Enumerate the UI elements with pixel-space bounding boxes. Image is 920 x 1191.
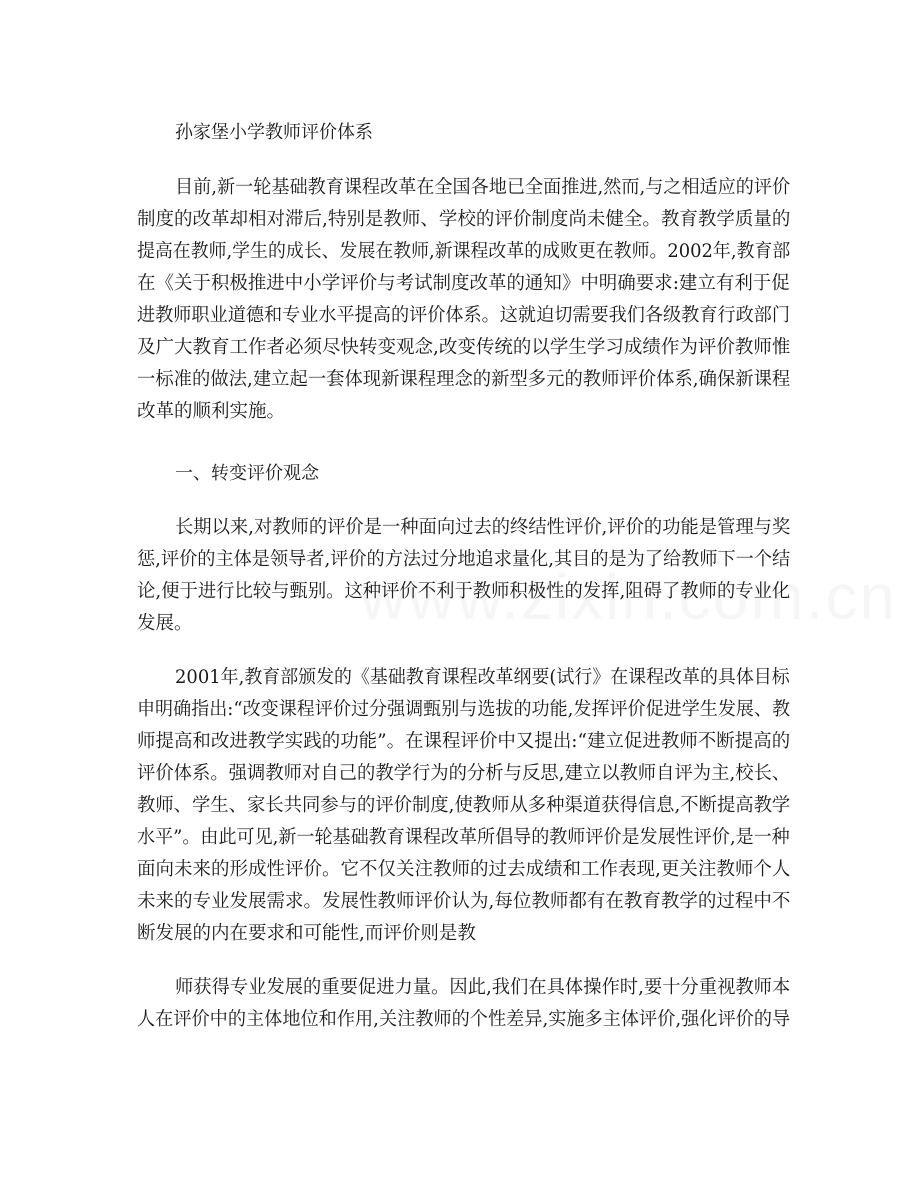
paragraph-line: 师提高和改进教学实践的功能”。在课程评价中又提出:“建立促进教师不断提高的 [137,731,791,752]
paragraph-line: 提高在教师,学生的成长、发展在教师,新课程改革的成败更在教师。2002年,教育部 [137,241,791,262]
paragraph-line: 长期以来,对教师的评价是一种面向过去的终结性评价,评价的功能是管理与奖 [175,517,791,538]
paragraph-line: 制度的改革却相对滞后,特别是教师、学校的评价制度尚未健全。教育教学质量的 [137,209,791,230]
paragraph-line: 发展。 [137,613,193,634]
paragraph-line: 论,便于进行比较与甄别。这种评价不利于教师积极性的发挥,阻碍了教师的专业化 [137,581,791,602]
paragraph-line: 评价体系。强调教师对自己的教学行为的分析与反思,建立以教师自评为主,校长、 [137,763,791,784]
paragraph-line: 水平”。由此可见,新一轮基础教育课程改革所倡导的教师评价是发展性评价,是一种 [137,827,790,848]
section-heading: 一、转变评价观念 [175,463,319,484]
paragraph-line: 面向未来的形成性评价。它不仅关注教师的过去成绩和工作表现,更关注教师个人 [137,859,791,880]
paragraph-line: 申明确指出:“改变课程评价过分强调甄别与选拔的功能,发挥评价促进学生发展、教 [137,699,791,720]
paragraph-line: 目前,新一轮基础教育课程改革在全国各地已全面推进,然而,与之相适应的评价 [175,177,791,198]
paragraph-line: 改革的顺利实施。 [137,401,286,422]
paragraph-line: 惩,评价的主体是领导者,评价的方法过分地追求量化,其目的是为了给教师下一个结 [137,549,791,570]
paragraph-line: 教师、学生、家长共同参与的评价制度,使教师从多种渠道获得信息,不断提高教学 [137,795,791,816]
paragraph-line: 进教师职业道德和专业水平提高的评价体系。这就迫切需要我们各级教育行政部门 [137,305,791,326]
paragraph-line: 断发展的内在要求和可能性,而评价则是教 [137,923,476,944]
paragraph-line: 未来的专业发展需求。发展性教师评价认为,每位教师都有在教育教学的过程中不 [137,891,791,912]
paragraph-line: 2001年,教育部颁发的《基础教育课程改革纲要(试行》在课程改革的具体目标 [175,667,790,688]
paragraph-line: 人在评价中的主体地位和作用,关注教师的个性差异,实施多主体评价,强化评价的导 [137,1009,791,1030]
paragraph-line: 及广大教育工作者必须尽快转变观念,改变传统的以学生学习成绩作为评价教师惟 [137,337,791,358]
paragraph-line: 一标准的做法,建立起一套体现新课程理念的新型多元的教师评价体系,确保新课程 [137,369,791,390]
paragraph-line: 师获得专业发展的重要促进力量。因此,我们在具体操作时,要十分重视教师本 [175,977,791,998]
paragraph-line: 在《关于积极推进中小学评价与考试制度改革的通知》中明确要求:建立有利于促 [137,273,790,294]
document-title: 孙家堡小学教师评价体系 [175,122,373,143]
